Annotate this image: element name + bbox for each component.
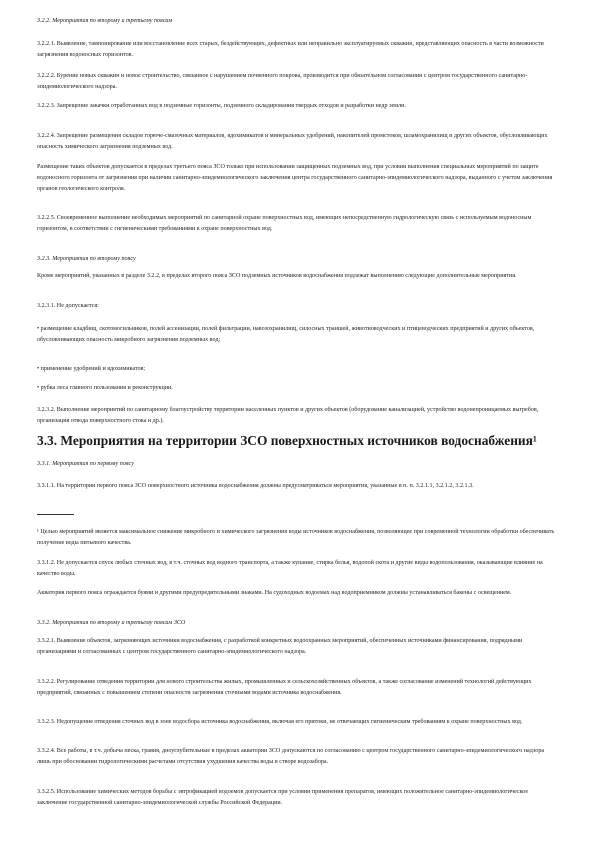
paragraph-3-2-2-2: 3.2.2.2. Бурение новых скважин и новое строительство, связанное с нарушением почвенного покрова, производится при обязательном согласовании с центром государственного санитарно-эпидемиологического надзора. [37,73,528,90]
footnote-divider [37,514,74,515]
paragraph-3-3-2-3: 3.3.2.3. Недопущение отведения сточных вод в зоне водосбора источника водоснабжения, включая его притоки, не отвечающих гигиеническим требованиям к охране поверхностных вод. [37,719,523,725]
paragraph-3-3-2-2: 3.3.2.2. Регулирование отведения территории для нового строительства жилых, промышленных и сельскохозяйственных объектов, а также согласование изменений технологий действующих предприятий, связанных с повышением степени опасности загрязнения сточными водами источника водоснабжения. [37,679,532,696]
section-title-3-2-3: 3.2.3. Мероприятия по второму поясу [37,256,136,262]
paragraph-3-3-2-4: 3.3.2.4. Все работы, в т.ч. добыча песка, гравия, дноуглубительные в пределах акватории ЗСО допускаются по согласованию с центром государственного санитарно-эпидемиологического надзора лишь при обосновании гидрологическими расчетами отсутствия ухудшения качества воды в створе водозабора. [37,748,545,765]
paragraph-3-2-2-3: 3.2.2.3. Запрещение закачки отработанных вод в подземные горизонты, подземного складирования твердых отходов и разработки недр земли. [37,103,406,109]
paragraph-3-3-1-1: 3.3.1.1. На территории первого пояса ЗСО поверхностного источника водоснабжения должны предусматриваться мероприятия, указанные в п. п. 3.2.1.1, 3.2.1.2, 3.2.1.3. [37,483,474,489]
paragraph-3-2-3-2: 3.2.3.2. Выполнение мероприятий по санитарному благоустройству территории населенных пунктов и других объектов (оборудование канализацией, устройство водонепроницаемых выгребов, организация отвода поверхностного стока и др.). [37,407,539,424]
footnote: ¹ Целью мероприятий является максимальное снижение микробного и химического загрязнения воды источников водоснабжения, позволяющее при современной технологии обработки обеспечивать получение воды питьевого качества. [37,529,555,546]
paragraph-3-2-2-1: 3.2.2.1. Выявление, тампонирование или восстановление всех старых, бездействующих, дефектных или неправильно эксплуатируемых скважин, представляющих опасность в части возможности загрязнения водоносных горизонтов. [37,41,544,58]
paragraph-3-3-2-1: 3.3.2.1. Выявление объектов, загрязняющих источники водоснабжения, с разработкой конкретных водоохранных мероприятий, обеспеченных источниками финансирования, подрядными организациями и согласованных с центром государственного санитарно-эпидемиологического надзора. [37,638,523,655]
paragraph-3-2-2-5: 3.2.2.5. Своевременное выполнение необходимых мероприятий по санитарной охране поверхностных вод, имеющих непосредственную гидрологическую связь с используемым водоносным горизонтом, в соответствии с гигиеническими требованиями к охране поверхностных вод. [37,215,532,232]
paragraph-besides: Кроме мероприятий, указанных в разделе 3.2.2, в пределах второго пояса ЗСО подземных источников водоснабжения подлежат выполнению следующие дополнительные мероприятия. [37,273,517,279]
section-title-3-2-2: 3.2.2. Мероприятия по второму и третьему поясам [37,18,173,24]
paragraph-3-3-2-5: 3.3.2.5. Использование химических методов борьбы с эвтрофикацией водоемов допускается при условии применения препаратов, имеющих положительное санитарно-эпидемиологическое заключение государственной санитарно-эпидемиологической службы Российской Федерации. [37,789,529,806]
list-item-logging: • рубка леса главного пользования и реконструкции. [37,385,173,391]
section-title-3-3-2: 3.3.2. Мероприятия по второму и третьему поясам ЗСО [37,620,186,626]
list-item-prohibited-objects: • размещение кладбищ, скотомогильников, полей ассенизации, полей фильтрации, навозохранилищ, силосных траншей, животноводческих и птицеводческих предприятий и других объектов, обусловливающих опасность микробного загрязнения подземных вод; [37,326,535,343]
paragraph-3-3-1-2: 3.3.1.2. Не допускается спуск любых сточных вод, в т.ч. сточных вод водного транспорта, а также купание, стирка белья, водопой скота и другие виды водопользования, оказывающие влияние на качество воды. [37,560,543,577]
paragraph-3-2-2-4: 3.2.2.4. Запрещение размещения складов горюче-смазочных материалов, ядохимикатов и минеральных удобрений, накопителей промстоков, шламохранилищ и других объектов, обусловливающих опасность химического загрязнения подземных вод. [37,133,548,150]
paragraph-placement: Размещение таких объектов допускается в пределах третьего пояса ЗСО только при использовании защищенных подземных вод, при условии выполнения специальных мероприятий по защите водоносного горизонта от загрязнения при наличии санитарно-эпидемиологического заключения центра государственного санитарно-эпидемиологического надзора, выданного с учетом заключения органов геологического контроля. [37,164,553,192]
paragraph-3-2-3-1: 3.2.3.1. Не допускается: [37,303,99,309]
paragraph-water-area: Акватория первого пояса ограждается буями и другими предупредительными знаками. На судоходных водоемах над водоприемником должны устанавливаться бакены с освещением. [37,590,512,596]
section-title-3-3-1: 3.3.1. Мероприятия по первому поясу [37,461,134,467]
heading-3-3: 3.3. Мероприятия на территории ЗСО поверхностных источников водоснабжения¹ [37,433,537,448]
list-item-fertilizers: • применение удобрений и ядохимикатов; [37,366,146,372]
